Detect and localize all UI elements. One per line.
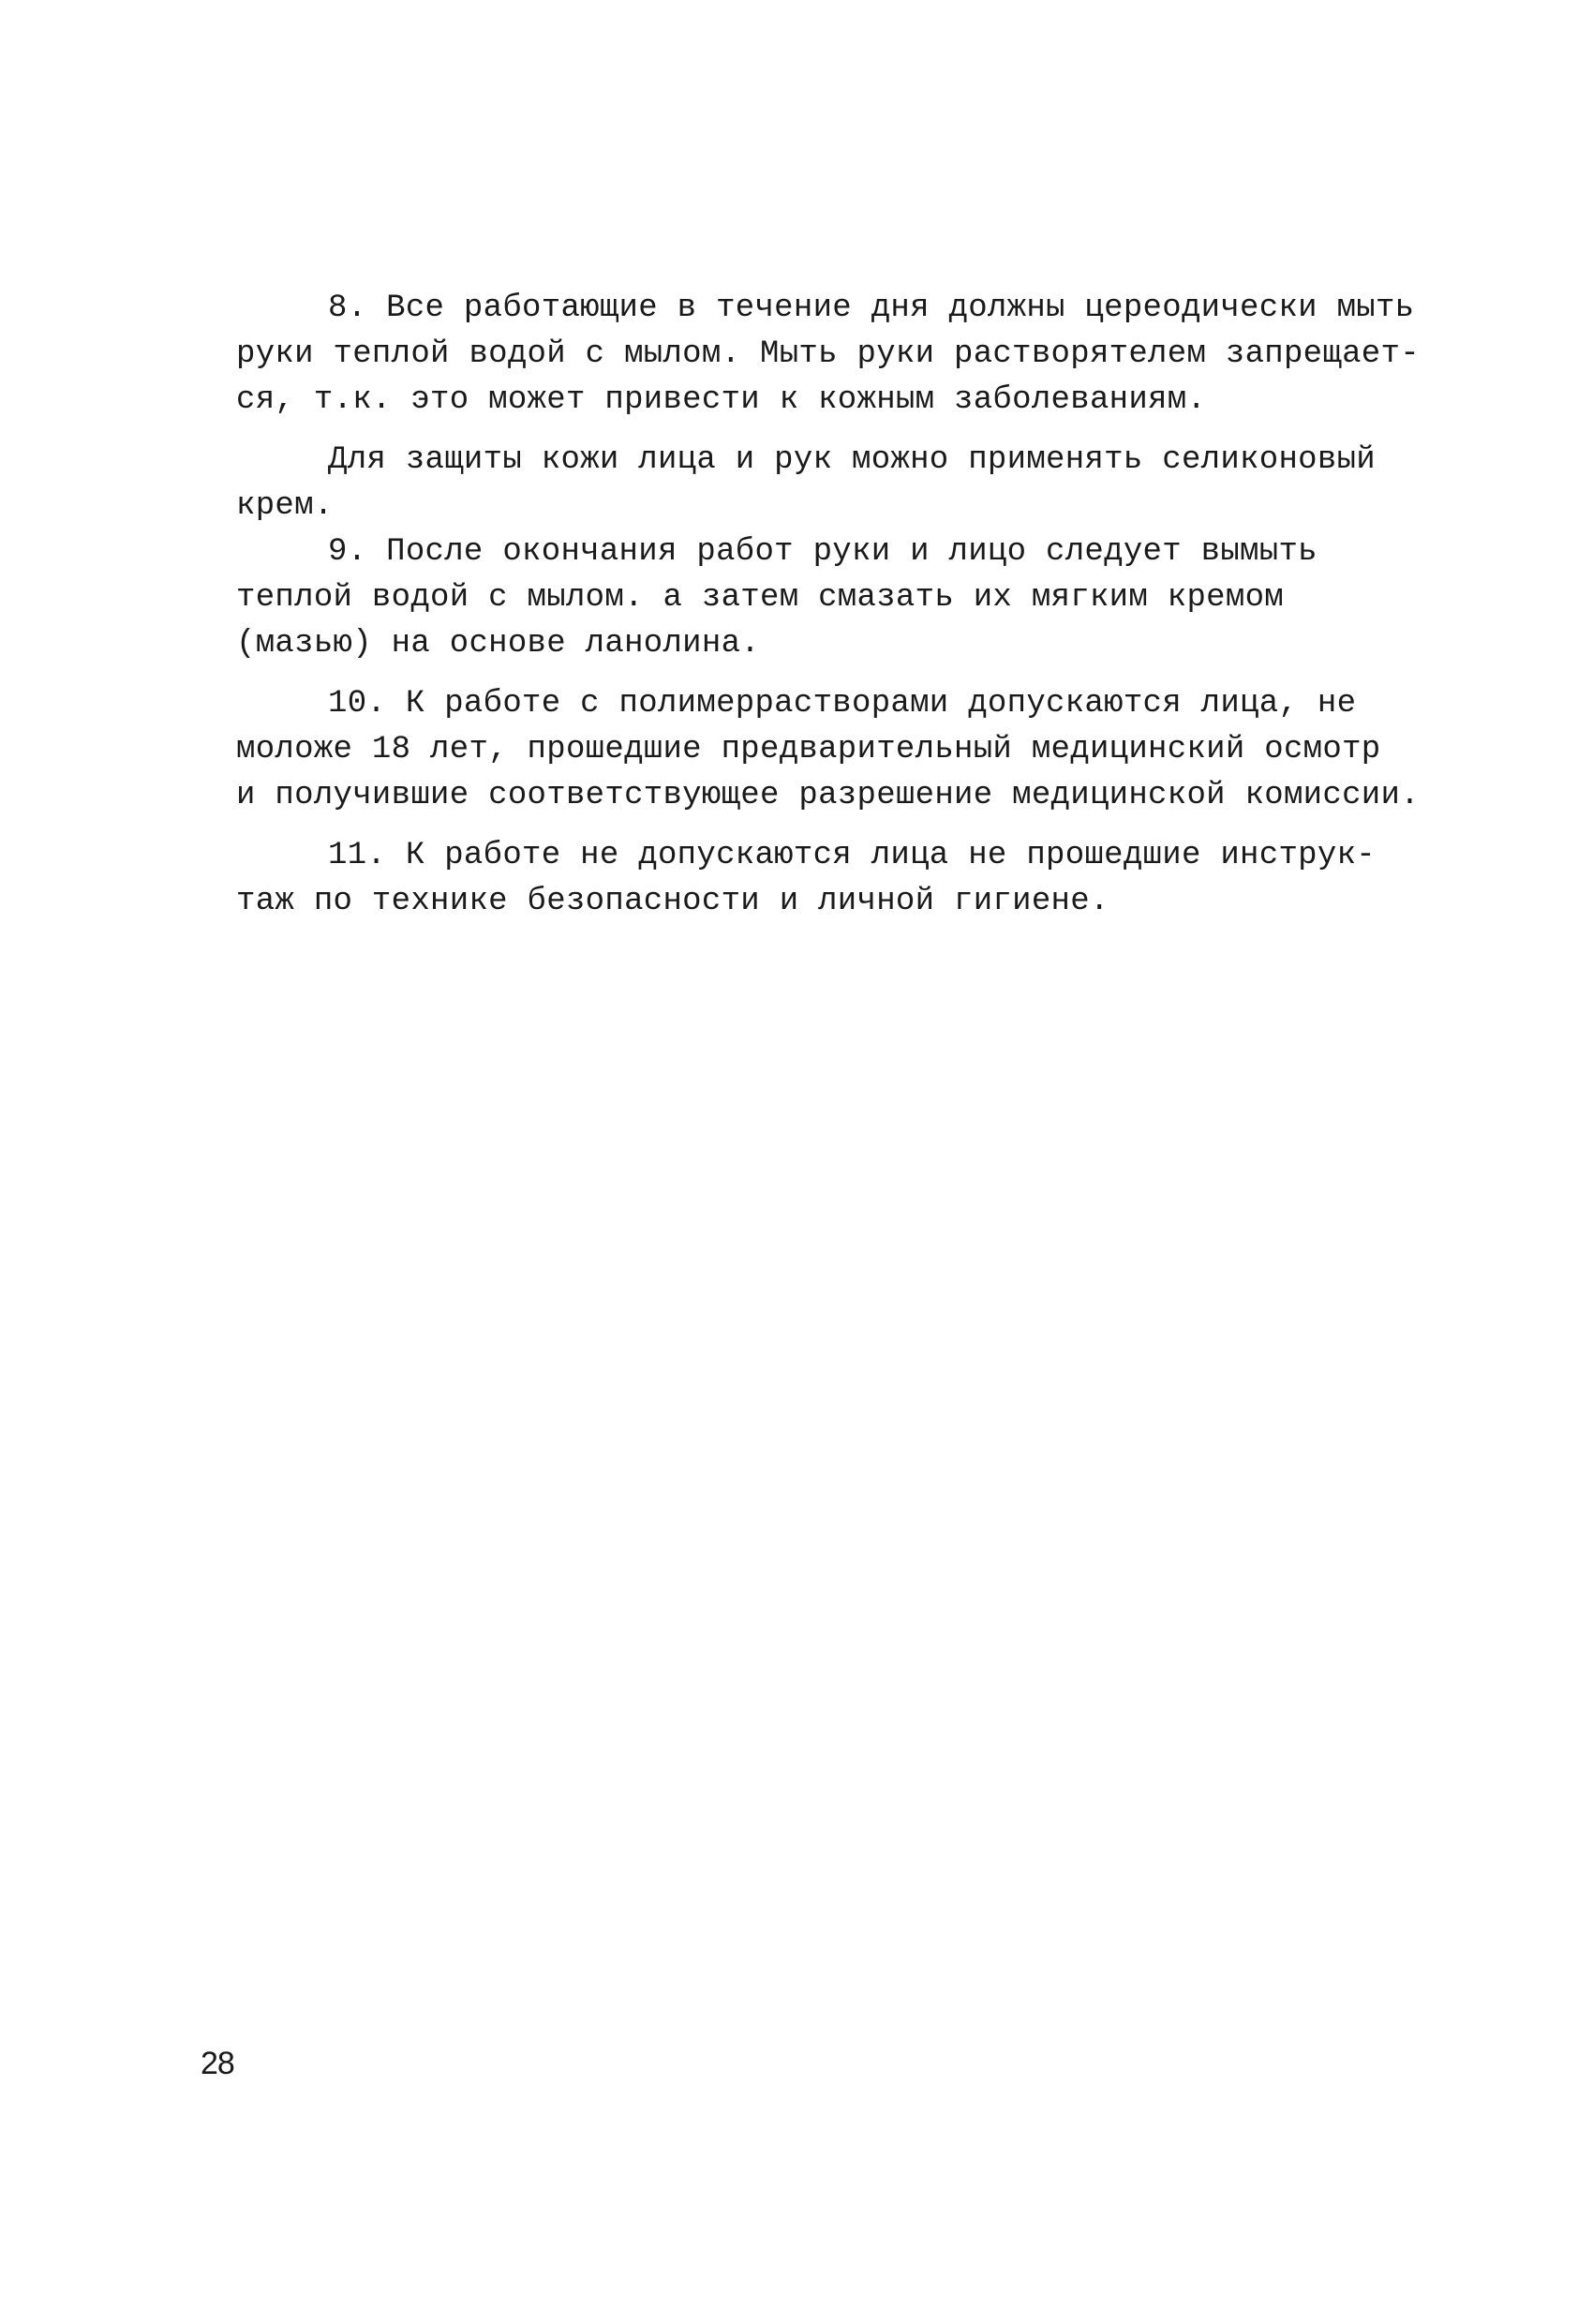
text-line: 9. После окончания работ руки и лицо следует вымыть	[328, 534, 1318, 570]
text-line: таж по технике безопасности и личной гигиене.	[236, 884, 1109, 919]
paragraph-11	[236, 833, 1398, 925]
text-line: крем.	[236, 488, 334, 524]
paragraph-cream	[236, 438, 1398, 529]
text-line: 11. К работе не допускаются лица не прошедшие инструк-	[328, 838, 1376, 873]
text-line: 8. Все работающие в течение дня должны цереодически мыть	[328, 290, 1415, 326]
text-line: и получившие соответствующее разрешение медицинской комиссии.	[236, 778, 1420, 813]
text-line: руки теплой водой с мылом. Мыть руки растворятелем запрещает-	[236, 336, 1420, 372]
paragraph-10	[236, 681, 1420, 819]
text-line: ся, т.к. это может привести к кожным заболеваниям.	[236, 382, 1207, 418]
text-line: Для защиты кожи лица и рук можно применять селиконовый	[328, 442, 1376, 478]
page-number: 28	[201, 2046, 234, 2081]
text-line: 10. К работе с полимеррастворами допускаются лица, не	[328, 686, 1357, 722]
text-line: теплой водой с мылом. а затем смазать их мягким кремом	[236, 580, 1284, 616]
text-line: (мазью) на основе ланолина.	[236, 626, 760, 662]
document-body	[236, 286, 1420, 925]
paragraph-8	[236, 286, 1420, 424]
text-line: моложе 18 лет, прошедшие предварительный медицинский осмотр	[236, 732, 1381, 767]
paragraph-9	[236, 529, 1398, 667]
